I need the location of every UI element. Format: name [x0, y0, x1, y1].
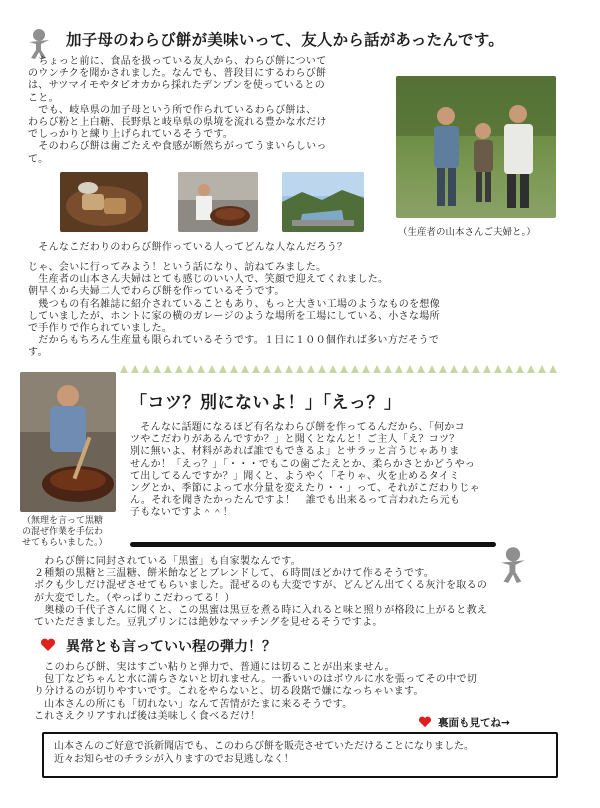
- text-line: 幾つもの有名雑誌に紹介されていることもあり、もっと大きい工場のようなものを想像: [28, 298, 440, 310]
- tree-glyph: [285, 365, 293, 373]
- text-line: わらび粉と上白糖、長野県と岐阜県の県境を流れる豊かな水だけ: [28, 117, 327, 129]
- question-line: そんなこだわりのわらび餅作っている人ってどんな人なんだろう？: [28, 242, 348, 253]
- tree-garland-divider: [120, 364, 560, 376]
- section3-heading: 異常とも言っていい程の弾力！？: [66, 639, 276, 655]
- tree-glyph: [516, 365, 524, 373]
- text-line: て出してるんですか？」聞くと、ようやく「そりゃ、火を止めるタイミ: [130, 470, 460, 482]
- visit-paragraph: [28, 262, 568, 360]
- section3-paragraph: [34, 662, 574, 723]
- tree-glyph: [208, 365, 216, 373]
- text-line: じゃ、会いに行ってみよう！という話になり、訪ねてみました。: [28, 262, 327, 273]
- tree-glyph: [142, 365, 150, 373]
- tree-glyph: [505, 365, 513, 373]
- notice-line: 近々お知らせのチラシが入りますのでお見逃しなく！: [54, 754, 294, 765]
- producer-caption: （生産者の山本さんご夫婦と。）: [398, 227, 536, 238]
- caption-line: （無理を言って黒糖: [22, 516, 104, 526]
- tree-glyph: [549, 365, 557, 373]
- text-line: す。: [28, 347, 48, 359]
- text-line: ツやこだわりがあるんですか？」と聞くとなんと！ご主人「え？コツ？: [130, 434, 460, 446]
- caption-line: せてもらいました。）: [22, 538, 108, 548]
- text-line: り分けるのが切りやすいです。これをやらないと、切る段階で嫌になっちゃいます。: [34, 686, 424, 698]
- text-line: て。: [28, 153, 49, 165]
- text-line: これさえクリアすれば後は美味しく食べるだけ！: [34, 710, 261, 722]
- mixing-caption: [22, 516, 108, 549]
- tree-glyph: [428, 365, 436, 373]
- section2-paragraph: [130, 422, 560, 520]
- tree-glyph: [472, 365, 480, 373]
- tree-glyph: [263, 365, 271, 373]
- text-line: でしっかりと練り上げられているそうです。: [28, 129, 234, 141]
- tree-glyph: [296, 365, 304, 373]
- tree-glyph: [153, 365, 161, 373]
- tree-glyph: [164, 365, 172, 373]
- tree-glyph: [219, 365, 227, 373]
- intro-paragraph: [28, 56, 392, 166]
- tree-glyph: [120, 365, 128, 373]
- tree-glyph: [329, 365, 337, 373]
- tree-glyph: [395, 365, 403, 373]
- text-line: そんなに話題になるほど有名なわらび餅を作ってるんだから、「何かコ: [130, 422, 465, 433]
- tree-glyph: [450, 365, 458, 373]
- text-line: で手作りで作られていました。: [28, 323, 173, 335]
- tree-glyph: [252, 365, 260, 373]
- text-line: ちょっと前に、食品を扱っている友人から、わらび餅について: [28, 56, 327, 67]
- tree-glyph: [307, 365, 315, 373]
- back-page-note: 裏面も見てね→: [438, 717, 510, 729]
- text-line: 生産者の山本さん夫婦はとても感じのいい人で、笑顔で迎えてくれました。: [28, 274, 389, 286]
- tree-glyph: [340, 365, 348, 373]
- notice-box: [42, 732, 558, 778]
- text-line: ボクも少しだけ混ぜさせてもらいました。混ぜるのも大変ですが、どんどん出てくる灰汁を取るの: [34, 580, 488, 592]
- notice-line: 山本さんのご好意で浜新聞店でも、このわらび餅を販売させていただけることになりました。: [54, 741, 474, 752]
- tree-glyph: [527, 365, 535, 373]
- tree-glyph: [483, 365, 491, 373]
- text-line: せんか！「えっ？」「・・・でもこの歯ごたえとか、柔らかさとかどうやっ: [130, 458, 476, 470]
- text-line: ん。それを聞きたかったんですよ！ 誰でも出来るって言われたら元も: [130, 495, 461, 507]
- tree-glyph: [362, 365, 370, 373]
- text-line: でも、岐阜県の加子母という所で作られているわらび餅は、: [28, 104, 317, 116]
- text-line: こと。: [28, 92, 59, 104]
- tree-glyph: [175, 365, 183, 373]
- tree-glyph: [439, 365, 447, 373]
- tree-glyph: [406, 365, 414, 373]
- brush-stroke-divider: [130, 542, 496, 547]
- heart-icon: [40, 638, 56, 652]
- text-line: 子もないですよ＾＾！: [130, 507, 233, 519]
- text-line: そのわらび餅は歯ごたえや食感が断然ちがってうまいらしいっ: [28, 141, 327, 153]
- kuromitsu-paragraph: [34, 556, 574, 629]
- tree-glyph: [131, 365, 139, 373]
- text-line: していましたが、ホントに家の横のガレージのような場所を工場にしている、小さな場所: [28, 310, 440, 322]
- text-line: このわらび餅、実はすごい粘りと弾力で、普通には切ることが出来ません。: [34, 662, 395, 673]
- text-line: ていただきました。豆乳プリンには絶妙なマッチングを見せるそうですよ。: [34, 617, 383, 629]
- text-line: わらび餅に同封されている「黒蜜」も自家製なんです。: [34, 556, 301, 567]
- tree-glyph: [318, 365, 326, 373]
- workshop-photo: [178, 172, 258, 232]
- text-line: 朝早くから夫婦二人でわらび餅を作っているそうです。: [28, 286, 285, 298]
- tree-glyph: [241, 365, 249, 373]
- tree-glyph: [384, 365, 392, 373]
- tree-glyph: [417, 365, 425, 373]
- producer-photo: [396, 76, 556, 218]
- text-line: 奥様の千代子さんに聞くと、この黒蜜は黒豆を煮る時に入れると味と照りが格段に上がると教え: [34, 604, 488, 616]
- heart-icon: [418, 716, 432, 728]
- page-title: 加子母のわらび餅が美味いって、友人から話があったんです。: [66, 31, 504, 49]
- tree-glyph: [274, 365, 282, 373]
- landscape-photo: [282, 172, 364, 232]
- mixing-photo: [20, 372, 116, 512]
- text-line: は、サツマイモやタピオカから採れたデンプンを使っているとの: [28, 80, 325, 92]
- text-line: だからもちろん生産量も限られているそうです。１日に１００個作れば多い方だそうで: [28, 335, 440, 347]
- text-line: が大変でした。（やっぱりこだわってる！）: [34, 592, 235, 604]
- warabi-mochi-photo: [60, 172, 148, 232]
- text-line: ングとか、季節によって水分量を変えたり・・」って、それがこだわりじゃ: [130, 483, 480, 495]
- tree-glyph: [230, 365, 238, 373]
- tree-glyph: [373, 365, 381, 373]
- text-line: ２種類の黒糖と三温糖、餅米飴などとブレンドして、６時間ほどかけて作るそうです。: [34, 568, 435, 580]
- text-line: 山本さんの所にも「切れない」なんて苦情がたまに来るそうです。: [34, 698, 353, 710]
- tree-glyph: [197, 365, 205, 373]
- text-line: 別に無いよ、材料があれば誰でもできるよ」とサラッと言うじゃありま: [130, 446, 460, 458]
- tree-glyph: [494, 365, 502, 373]
- text-line: 包丁などちゃんと水に濡らさないと切れません。一番いいのはボウルに水を張ってその中で切: [34, 674, 478, 686]
- tree-glyph: [538, 365, 546, 373]
- tree-glyph: [461, 365, 469, 373]
- caption-line: の混ぜ作業を手伝わ: [22, 527, 104, 537]
- text-line: のウンチクを聞かされました。なんでも、普段目にするわらび餅: [28, 68, 327, 80]
- tree-glyph: [186, 365, 194, 373]
- section2-heading: 「コツ？別にないよ！」「えっ？」: [130, 393, 402, 413]
- tree-glyph: [351, 365, 359, 373]
